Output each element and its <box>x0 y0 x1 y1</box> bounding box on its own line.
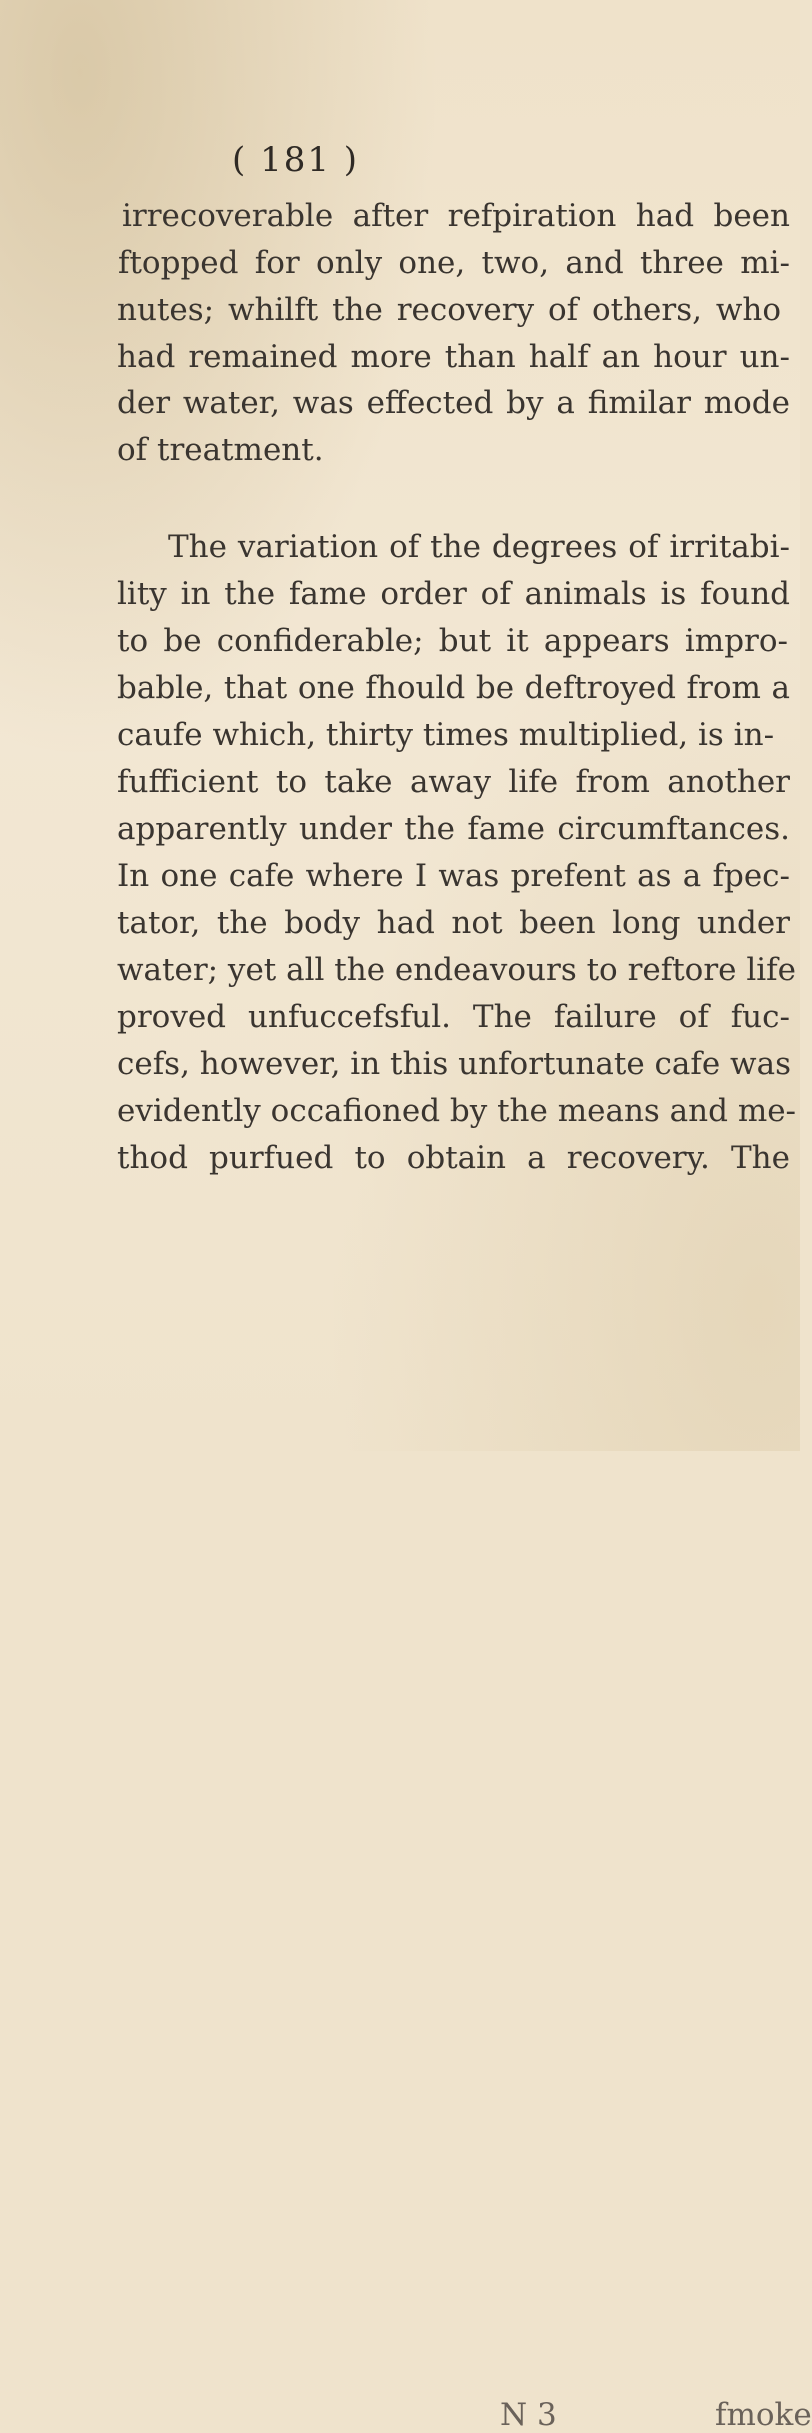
text-line: evidently occafioned by the means and me- <box>117 1093 797 1129</box>
text-line: water; yet all the endeavours to reftore life <box>117 952 797 988</box>
text-line: nutes; whilft the recovery of others, who <box>117 292 781 328</box>
text-line: thod purfued to obtain a recovery. The <box>117 1140 790 1176</box>
text-line: cefs, however, in this unfortunate cafe was <box>117 1046 791 1082</box>
text-line: had remained more than half an hour un- <box>117 339 790 375</box>
text-line: lity in the fame order of animals is found <box>117 576 790 612</box>
text-line: caufe which, thirty times multiplied, is in- <box>117 717 775 753</box>
text-line: fufficient to take away life from another <box>117 764 790 800</box>
text-line: bable, that one fhould be deftroyed from a <box>117 670 790 706</box>
text-line: In one cafe where I was prefent as a fpec- <box>117 858 790 894</box>
text-line: The variation of the degrees of irritabi- <box>168 529 790 565</box>
text-line: proved unfuccefsful. The failure of fuc- <box>117 999 790 1035</box>
text-line: irrecoverable after refpiration had been <box>122 198 790 234</box>
text-line: apparently under the fame circumftances. <box>117 811 790 847</box>
text-line: ftopped for only one, two, and three mi- <box>118 245 790 281</box>
text-line: of treatment. <box>117 432 324 468</box>
catchword: fmoke <box>715 2397 812 2433</box>
text-line: to be confiderable; but it appears impro- <box>117 623 788 659</box>
signature-mark: N 3 <box>500 2397 557 2433</box>
text-line: der water, was effected by a fimilar mode <box>117 385 790 421</box>
text-line: tator, the body had not been long under <box>117 905 790 941</box>
page-number: ( 181 ) <box>232 140 360 180</box>
